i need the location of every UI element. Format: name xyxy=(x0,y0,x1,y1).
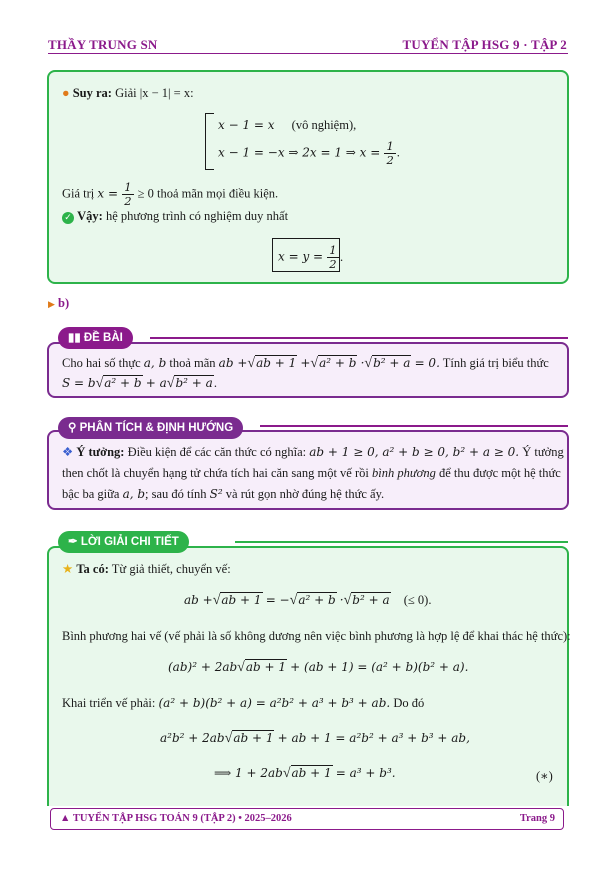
binh-phuong-text: Bình phương hai vế (vế phải là số không dương nên việc bình phương là hợp lệ để khai thác hệ thức): xyxy=(62,629,571,643)
equation-3: a²b² + 2ab√ab + 1 + ab + 1 = a²b² + a³ + b³ + ab, xyxy=(160,731,470,746)
header-rule xyxy=(48,53,568,54)
suy-ra-text: Giải |x − 1| = x: xyxy=(115,86,194,100)
analysis-line-2: then chốt là chuyển hạng tử chứa tích hai căn sang một vế rồi bình phương để thu được một hệ thức xyxy=(62,466,561,480)
part-b-label: ▶ b) xyxy=(48,296,70,310)
header-left: THẦY TRUNG SN xyxy=(48,37,158,52)
gia-tri-line: Giá trị x = $\frac{1}{2}$ ≥ 0 thoả mãn mọi điều kiện. xyxy=(62,180,279,208)
book-icon: ▮▮ xyxy=(68,332,81,344)
problem-line-1: Cho hai số thực a, b thoả mãn ab +√ab + 1 +√a² + b ·√b² + a = 0. Tính giá trị biểu thức xyxy=(62,356,549,371)
footer-left: ▲ TUYỂN TẬP HSG TOÁN 9 (TẬP 2) • 2025–2026 xyxy=(60,813,292,824)
problem-line-2: S = b√a² + b + a√b² + a. xyxy=(62,376,217,391)
case-2: x − 1 = −x ⇒ 2x = 1 ⇒ x = $\frac{1}{2}$ . xyxy=(218,139,400,167)
star-icon: ★ xyxy=(62,562,74,576)
suy-ra-line xyxy=(62,86,194,101)
footer-page: Trang 9 xyxy=(519,813,555,824)
solution-tag: ✒ LỜI GIẢI CHI TIẾT xyxy=(58,531,189,553)
problem-tag: ▮▮ ĐỀ BÀI xyxy=(58,327,133,349)
graduation-cap-icon: ▲ xyxy=(60,813,71,824)
triangle-right-icon: ▶ xyxy=(48,299,55,309)
compass-icon: ❖ xyxy=(62,445,74,459)
equation-4: ⟹ 1 + 2ab√ab + 1 = a³ + b³. xyxy=(214,766,396,781)
check-circle-icon: ✓ xyxy=(62,212,74,224)
analysis-tag: ⚲ PHÂN TÍCH & ĐỊNH HƯỚNG xyxy=(58,417,243,439)
analysis-line-1: ❖ Ý tưởng: Điều kiện để các căn thức có nghĩa: ab + 1 ≥ 0, a² + b ≥ 0, b² + a ≥ 0. Ý tưởng xyxy=(62,445,564,459)
answer: x = y = $\frac{1}{2}$ xyxy=(278,243,337,271)
header-right: TUYỂN TẬP HSG 9 · TẬP 2 xyxy=(402,37,567,52)
case-bracket xyxy=(205,113,214,170)
case-1: x − 1 = x (vô nghiệm), xyxy=(218,118,357,132)
vay-line: ✓ Vậy: hệ phương trình có nghiệm duy nhất xyxy=(62,209,288,224)
equation-2: (ab)² + 2ab√ab + 1 + (ab + 1) = (a² + b)(b² + a). xyxy=(168,660,469,675)
equation-4-tag: (∗) xyxy=(536,769,553,783)
search-icon: ⚲ xyxy=(68,422,77,434)
khai-trien-line: Khai triển vế phải: (a² + b)(b² + a) = a²b² + a³ + b³ + ab. Do đó xyxy=(62,696,425,710)
ta-co-line: ★ Ta có: Từ giả thiết, chuyển vế: xyxy=(62,562,231,576)
suy-ra-label: Suy ra: xyxy=(72,86,112,100)
lightbulb-icon: ● xyxy=(62,86,70,100)
analysis-line-3: bậc ba giữa a, b; sau đó tính S² và rút gọn nhờ đúng hệ thức ấy. xyxy=(62,487,385,501)
pen-icon: ✒ xyxy=(68,536,78,548)
equation-1: ab +√ab + 1 = −√a² + b ·√b² + a (≤ 0). xyxy=(184,593,432,608)
